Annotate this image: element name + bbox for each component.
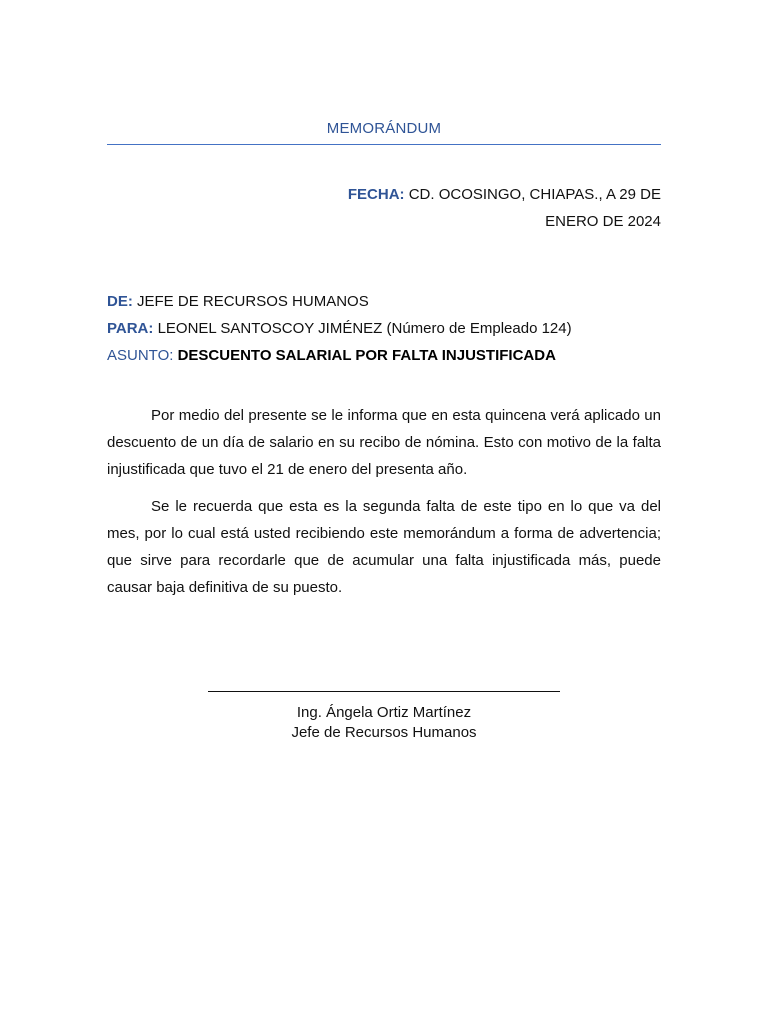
memo-header <box>107 288 661 369</box>
signature-role: Jefe de Recursos Humanos <box>291 724 477 741</box>
to-line <box>107 315 661 342</box>
body-paragraph-2: Se le recuerda que esta es la segunda falta de este tipo en lo que va del mes, por lo cual está usted recibiendo este memorándum a forma de advertencia; que sirve para recordarle que de acumular una falta injustificada más, puede causar baja definitiva de su puesto. <box>107 498 661 596</box>
to-label: PARA: <box>107 320 154 337</box>
signature-line <box>208 691 560 692</box>
date-value-2: ENERO DE 2024 <box>545 213 661 230</box>
to-value: LEONEL SANTOSCOY JIMÉNEZ (Número de Empleado 124) <box>157 320 572 337</box>
from-label: DE: <box>107 293 133 310</box>
subject-value: DESCUENTO SALARIAL POR FALTA INJUSTIFICADA <box>177 347 556 364</box>
date-value-1: CD. OCOSINGO, CHIAPAS., A 29 DE <box>408 186 661 203</box>
date-block <box>300 181 661 235</box>
signature-name: Ing. Ángela Ortiz Martínez <box>296 704 472 721</box>
signature-block <box>208 703 560 743</box>
body-paragraph-1: Por medio del presente se le informa que en esta quincena verá aplicado un descuento de un día de salario en su recibo de nómina. Esto con motivo de la falta injustificada que tuvo el 21 de enero del presenta año. <box>107 407 661 478</box>
date-label: FECHA: <box>347 186 405 203</box>
memo-body <box>107 402 661 611</box>
from-line <box>107 288 661 315</box>
from-value: JEFE DE RECURSOS HUMANOS <box>137 293 369 310</box>
subject-line <box>107 342 661 369</box>
subject-label: ASUNTO: <box>107 347 174 364</box>
title-underline <box>107 144 661 145</box>
date-line-1 <box>300 181 661 208</box>
memo-title: MEMORÁNDUM <box>326 120 442 137</box>
